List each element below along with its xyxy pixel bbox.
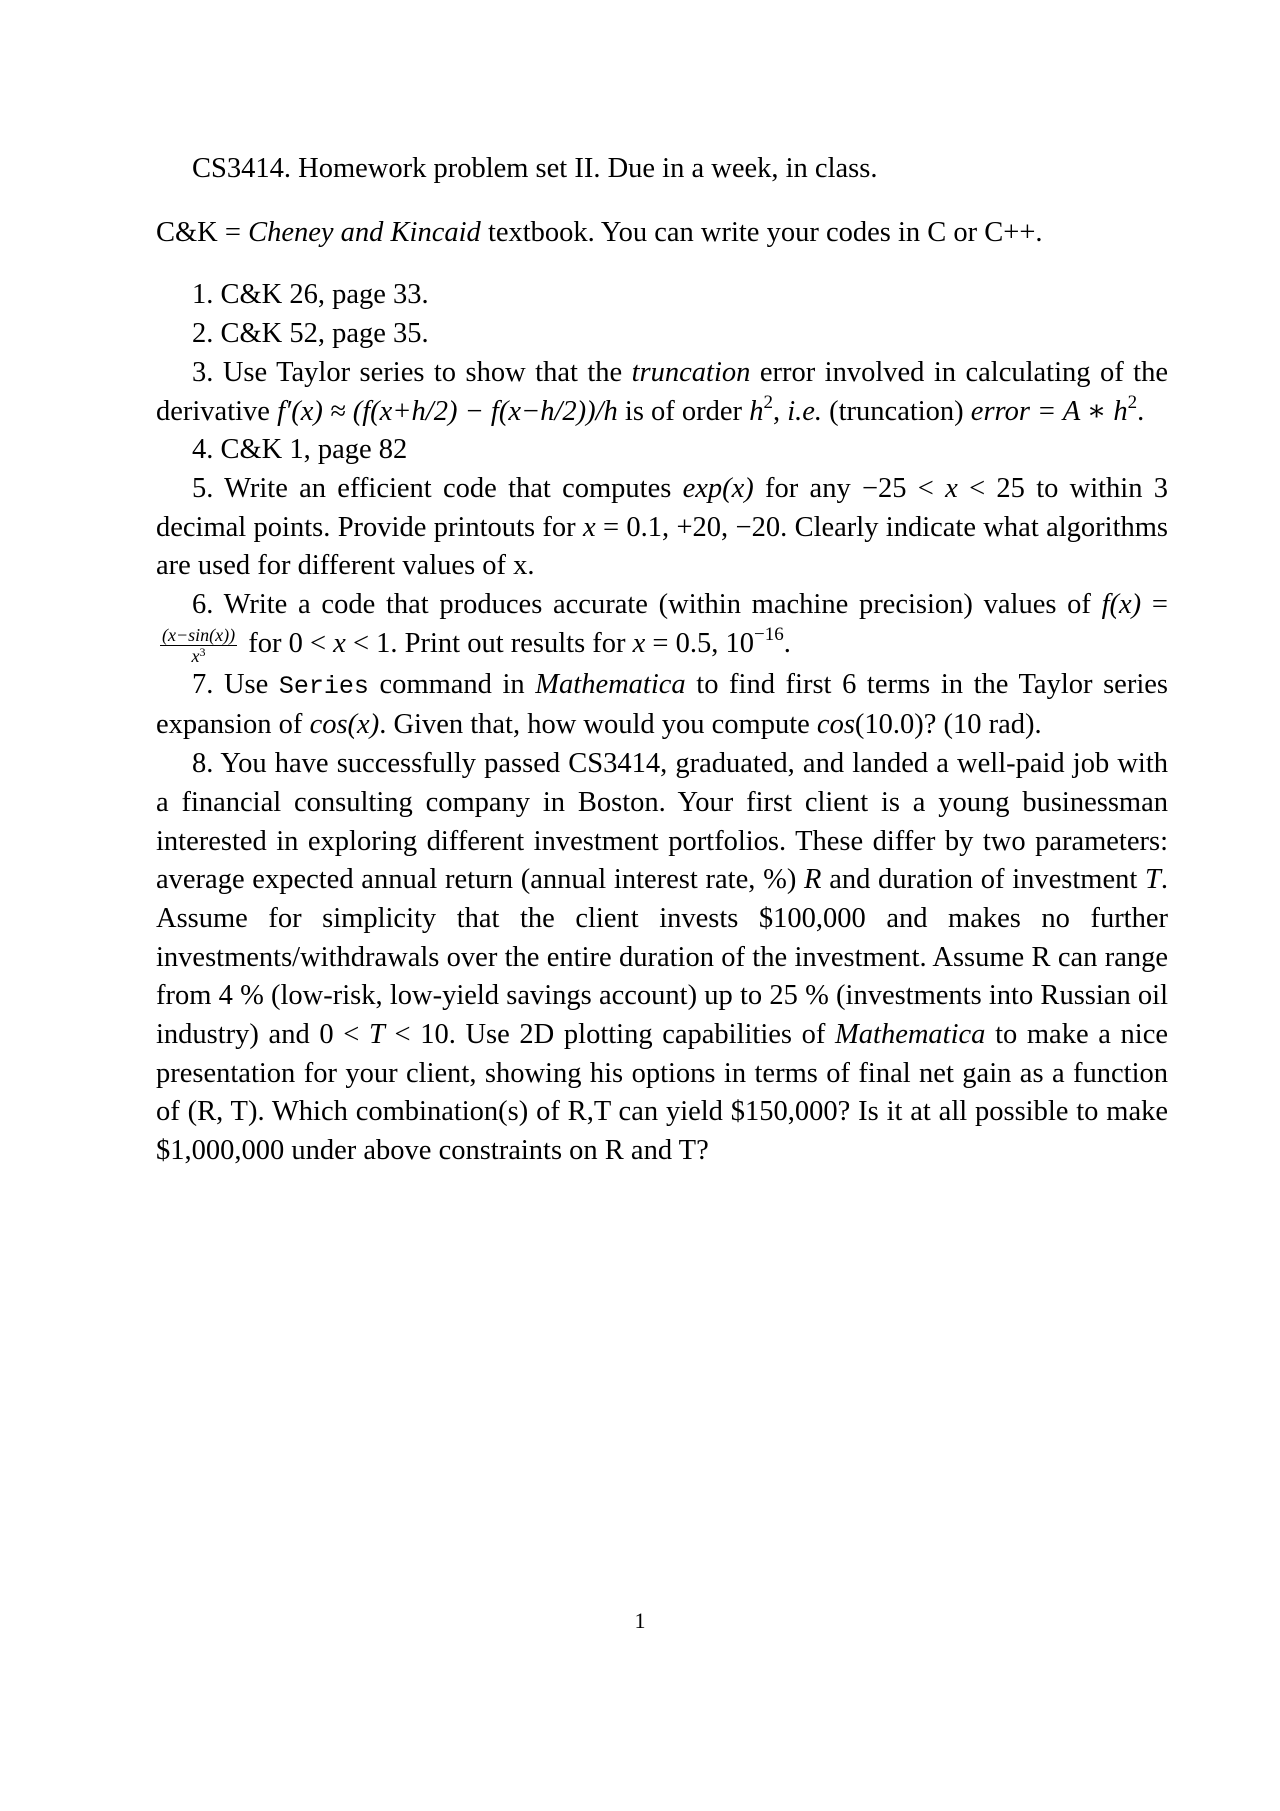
problem-3-text: 3. Use Taylor series to show that the	[192, 356, 632, 388]
problem-6-text: < 1. Print out results for	[345, 627, 633, 659]
mathematica-name: Mathematica	[535, 668, 686, 700]
fraction-denominator	[160, 646, 237, 666]
problem-6-text: 6. Write a code that produces accurate (within machine precision) values of	[192, 589, 1102, 621]
problem-7	[156, 666, 1168, 745]
problem-7-text: . Given that, how would you compute	[379, 709, 817, 741]
problem-3-ie: i.e.	[787, 395, 823, 427]
variable-t: T	[1145, 864, 1161, 896]
homework-page	[156, 150, 1168, 1171]
problem-3-text: ,	[772, 395, 788, 427]
error-exponent: 2	[1127, 391, 1138, 413]
problem-1: 1. C&K 26, page 33.	[192, 279, 429, 311]
page-title: CS3414. Homework problem set II. Due in a week, in class.	[192, 153, 878, 184]
problem-8	[156, 745, 1168, 1171]
problem-3-text: error involved in calculating of the derivative	[156, 356, 1168, 427]
intro-prefix: C&K =	[156, 216, 249, 248]
problem-3-text: (truncation)	[822, 395, 971, 427]
problem-6-text: for 0 <	[241, 627, 334, 659]
power-exponent: −16	[754, 623, 784, 645]
problem-5-text: for any −25 <	[753, 472, 946, 504]
derivative-formula: f′(x) ≈ (f(x+h/2) − f(x−h/2))/h	[277, 395, 618, 427]
variable-t: T	[368, 1019, 385, 1051]
problem-8-text: 8. You have successfully passed CS3414, graduated, and landed a well-paid job with a financial consulting company in Boston. Your first client is a young businessman interested in exploring different investment portfolios. These differ by two parameters: average expected annual return (annual interest rate, %)	[156, 748, 1168, 896]
error-formula: error = A ∗ h	[970, 395, 1128, 427]
problem-6-text: =	[1141, 589, 1168, 621]
function-f: f(x)	[1101, 589, 1142, 621]
problem-8-text: . Assume for simplicity that the client invests $100,000 and makes no further investments/withdrawals over the entire duration of the investment. Assume R can range from 4 % (low-risk, low-yield savings account) up to 25 % (investments into Russian oil industry) and 0 <	[156, 864, 1168, 1051]
fraction	[160, 625, 237, 666]
problem-3-text: .	[1137, 395, 1145, 427]
intro-line	[156, 214, 1168, 253]
exp-function: exp(x)	[682, 472, 754, 504]
intro-suffix: textbook. You can write your codes in C or C++.	[480, 216, 1043, 248]
variable-x: x	[582, 511, 596, 543]
order-symbol: h	[749, 395, 764, 427]
problem-2: 2. C&K 52, page 35.	[192, 318, 429, 350]
problem-8-text: and duration of investment	[821, 864, 1145, 896]
fraction-numerator: (x−sin(x))	[162, 624, 236, 645]
cos-function: cos(x)	[309, 709, 380, 741]
problem-3	[156, 354, 1168, 431]
mathematica-name: Mathematica	[835, 1019, 986, 1051]
problem-7-text: command in	[368, 668, 536, 700]
variable-r: R	[804, 864, 822, 896]
denominator-exponent: 3	[199, 644, 206, 659]
problem-7-text: (10.0)? (10 rad).	[854, 709, 1042, 741]
problem-3-emphasis: truncation	[631, 356, 751, 388]
problem-6-text: .	[783, 627, 791, 659]
variable-x: x	[632, 627, 646, 659]
problem-5	[156, 470, 1168, 586]
series-command: Series	[278, 671, 369, 701]
problem-5-text: 5. Write an efficient code that computes	[192, 472, 683, 504]
cos-function: cos	[816, 709, 855, 741]
problem-4: 4. C&K 1, page 82	[192, 434, 408, 466]
problem-6	[156, 586, 1168, 666]
page-number: 1	[634, 1608, 646, 1633]
problem-5-text: = 0.1, +20, −20. Clearly indicate what algorithms are used for different values of x.	[156, 511, 1168, 582]
problem-7-text: 7. Use	[192, 668, 279, 700]
problem-7-text: to find first 6 terms in the Taylor series expansion of	[156, 668, 1168, 741]
problem-6-text: = 0.5, 10	[645, 627, 754, 659]
variable-x: x	[945, 472, 958, 504]
problem-8-text: to make a nice presentation for your client, showing his options in terms of final net gain as a function of (R, T). Which combination(s) of R,T can yield $150,000? Is it at all possible to make $1,000,000 under above constraints on R and T?	[156, 1019, 1168, 1167]
denominator-base: x	[191, 645, 200, 666]
problem-8-text: < 10. Use 2D plotting capabilities of	[384, 1019, 836, 1051]
variable-x: x	[333, 627, 346, 659]
textbook-name: Cheney and Kincaid	[248, 216, 481, 248]
problem-5-text: < 25 to within 3 decimal points. Provide printouts for	[156, 472, 1168, 543]
problem-3-text: is of order	[617, 395, 750, 427]
order-exponent: 2	[763, 391, 773, 413]
